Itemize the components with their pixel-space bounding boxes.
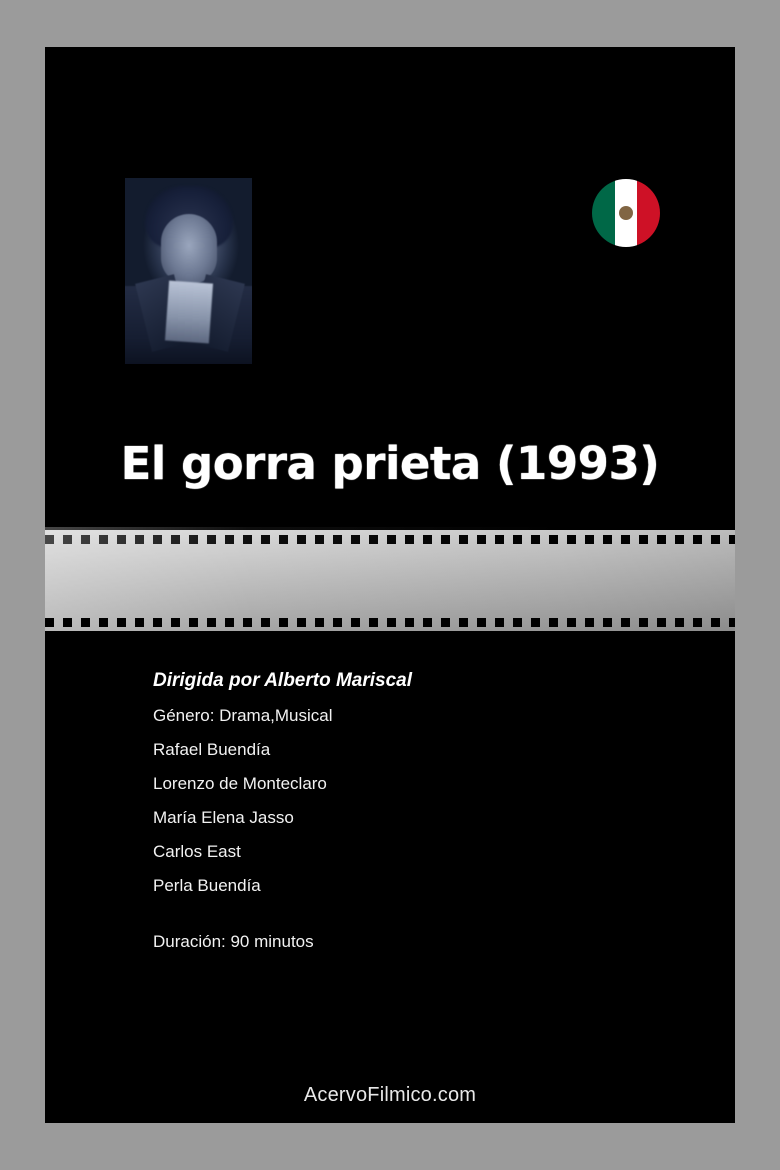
film-perforation [207,618,216,627]
film-perforation [315,535,324,544]
film-strip-divider [45,527,735,634]
film-perforation [405,618,414,627]
film-perforation [243,535,252,544]
poster-credits-section [45,634,735,1123]
film-perforation [441,535,450,544]
film-perforation [711,535,720,544]
film-perforation [279,535,288,544]
film-perforation [621,535,630,544]
film-perforation [513,535,522,544]
film-perforation [441,618,450,627]
film-perforation [423,535,432,544]
portrait-face [161,214,217,284]
flag-stripe-green [592,179,615,247]
film-perforation [621,618,630,627]
film-perforation [603,535,612,544]
film-perforation [45,535,54,544]
credits-list [153,670,673,952]
film-perforation [711,618,720,627]
film-perforation [153,618,162,627]
film-perforation [297,535,306,544]
film-perforation [117,535,126,544]
film-perforation [81,535,90,544]
film-perforation [315,618,324,627]
film-perforation [495,535,504,544]
film-perforation [99,618,108,627]
film-perforation [99,535,108,544]
flag-emblem-icon [619,206,633,220]
film-perforation [423,618,432,627]
film-perforation [495,618,504,627]
film-perforation [693,618,702,627]
film-perforation [531,618,540,627]
cast-member: Carlos East [153,842,241,861]
film-perforation [513,618,522,627]
film-perforation [225,535,234,544]
film-perforation [351,535,360,544]
film-perforation [81,618,90,627]
film-perforation [135,535,144,544]
film-perforation [459,618,468,627]
film-perforation [135,618,144,627]
film-perforation [45,618,54,627]
film-perforation [603,618,612,627]
film-perforations-top [45,532,735,546]
film-perforation [171,535,180,544]
film-perforation [387,535,396,544]
film-perforation [477,535,486,544]
film-perforation [351,618,360,627]
film-perforation [279,618,288,627]
film-perforation [261,535,270,544]
actor-portrait-photo [125,178,252,364]
film-perforation [549,618,558,627]
mexico-flag-icon [592,179,660,247]
film-perforation [369,535,378,544]
film-perforation [657,535,666,544]
cast-member: María Elena Jasso [153,808,294,827]
film-perforation [171,618,180,627]
film-perforation [189,535,198,544]
film-perforation [675,618,684,627]
film-perforation [459,535,468,544]
film-perforation [729,618,735,627]
film-perforation [117,618,126,627]
film-perforation [639,535,648,544]
film-perforation [225,618,234,627]
genre-line: Género: Drama,Musical [153,706,333,725]
film-perforation [549,535,558,544]
film-perforation [531,535,540,544]
film-perforation [567,535,576,544]
movie-title: El gorra prieta (1993) [120,437,660,490]
movie-poster [45,47,735,1123]
film-perforation [153,535,162,544]
film-perforation [297,618,306,627]
film-perforation [333,535,342,544]
film-perforation [477,618,486,627]
film-perforation [63,618,72,627]
poster-top-section [45,47,735,527]
duration-line: Duración: 90 minutos [153,932,314,951]
director-line: Dirigida por Alberto Mariscal [153,670,413,691]
cast-member: Lorenzo de Monteclaro [153,774,327,793]
film-perforation [369,618,378,627]
cast-member: Perla Buendía [153,876,261,895]
film-strip-edge-top [45,527,735,530]
film-perforation [675,535,684,544]
film-perforation [657,618,666,627]
film-perforations-bottom [45,615,735,629]
flag-stripe-white [615,179,638,247]
film-perforation [333,618,342,627]
film-perforation [567,618,576,627]
film-perforation [207,535,216,544]
film-perforation [63,535,72,544]
film-perforation [639,618,648,627]
film-perforation [693,535,702,544]
film-perforation [243,618,252,627]
film-perforation [585,535,594,544]
film-perforation [585,618,594,627]
film-perforation [729,535,735,544]
flag-stripe-red [637,179,660,247]
site-watermark: AcervoFilmico.com [303,1084,477,1106]
film-perforation [387,618,396,627]
portrait-scarf [165,281,213,344]
film-perforation [189,618,198,627]
film-perforation [405,535,414,544]
cast-member: Rafael Buendía [153,740,271,759]
film-perforation [261,618,270,627]
